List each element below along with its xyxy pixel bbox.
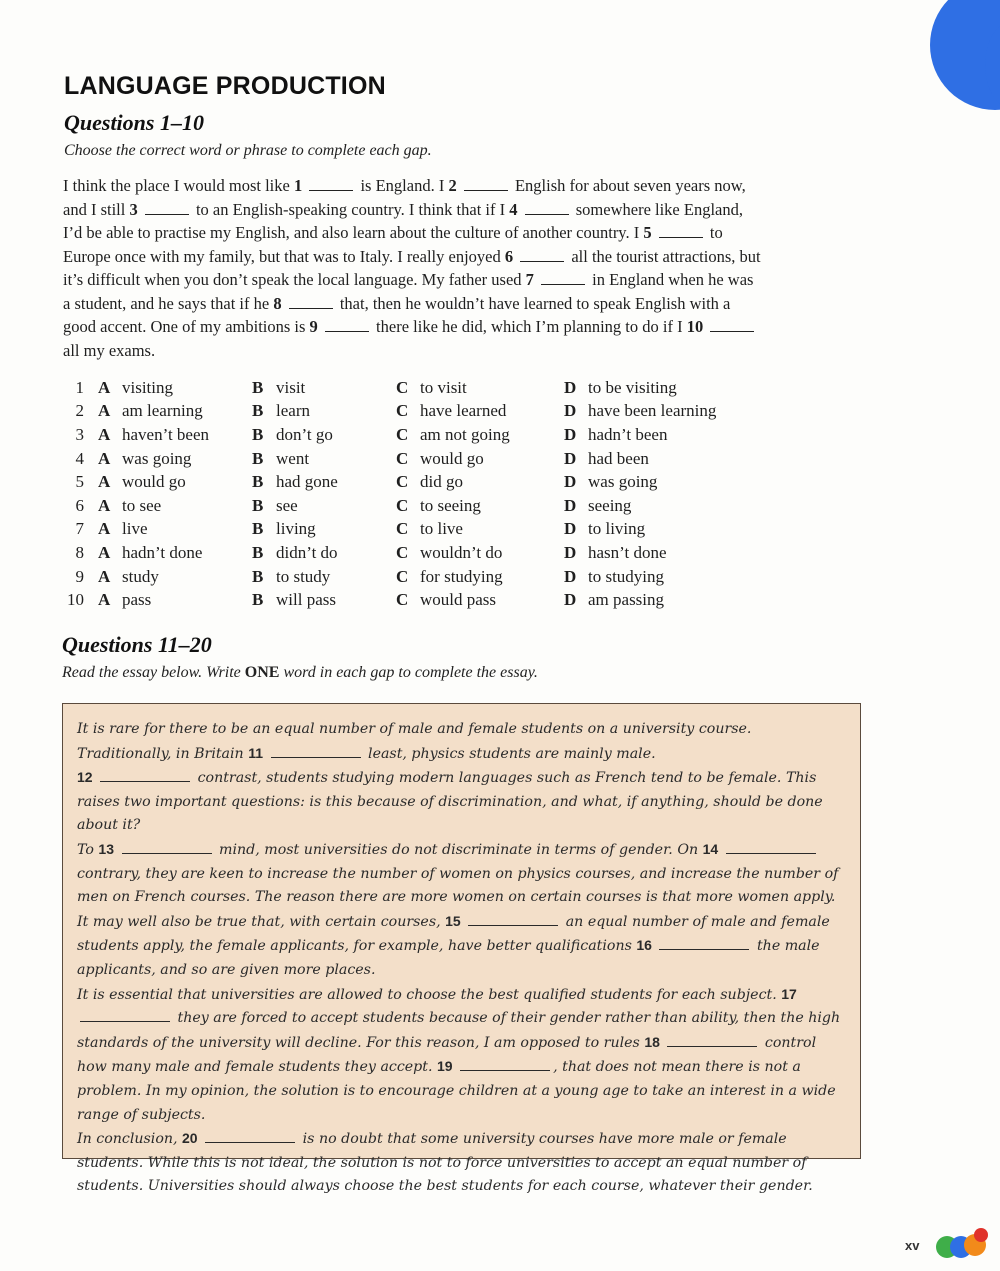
option-b[interactable]: learn bbox=[276, 401, 310, 421]
option-letter: B bbox=[252, 495, 264, 515]
answer-gap[interactable] bbox=[464, 178, 508, 191]
answer-gap[interactable] bbox=[710, 319, 754, 332]
option-letter: C bbox=[396, 566, 409, 586]
option-b[interactable]: don’t go bbox=[276, 424, 333, 444]
option-letter: C bbox=[396, 448, 409, 468]
option-letter: A bbox=[98, 377, 111, 397]
brand-dots-icon bbox=[936, 1232, 996, 1262]
option-letter: B bbox=[252, 472, 264, 492]
option-letter: B bbox=[252, 590, 264, 610]
option-b[interactable]: didn’t do bbox=[276, 542, 338, 562]
option-d[interactable]: was going bbox=[588, 472, 658, 492]
option-letter: B bbox=[252, 566, 264, 586]
option-a[interactable]: hadn’t done bbox=[122, 542, 203, 562]
option-d[interactable]: hadn’t been bbox=[588, 424, 668, 444]
answer-gap[interactable] bbox=[122, 841, 212, 854]
option-letter: A bbox=[98, 401, 111, 421]
option-letter: D bbox=[564, 542, 577, 562]
question-number: 9 bbox=[75, 566, 84, 586]
option-letter: C bbox=[396, 590, 409, 610]
essay-box bbox=[62, 703, 861, 1195]
option-letter: A bbox=[98, 424, 111, 444]
page-number: xv bbox=[905, 1238, 920, 1253]
option-row bbox=[60, 494, 748, 518]
gap-number: 2 bbox=[448, 176, 457, 195]
option-a[interactable]: haven’t been bbox=[122, 424, 210, 444]
answer-gap[interactable] bbox=[205, 1130, 295, 1143]
option-d[interactable]: to studying bbox=[588, 566, 665, 586]
option-letter: A bbox=[98, 448, 111, 468]
option-d[interactable]: seeing bbox=[588, 495, 632, 515]
gap-number: 7 bbox=[525, 270, 534, 289]
answer-gap[interactable] bbox=[289, 296, 333, 309]
option-row bbox=[60, 518, 748, 542]
option-b[interactable]: to study bbox=[276, 566, 331, 586]
gap-number: 17 bbox=[781, 985, 797, 1002]
gap-number: 8 bbox=[273, 293, 282, 313]
option-letter: D bbox=[564, 590, 577, 610]
option-b[interactable]: living bbox=[276, 519, 316, 539]
gap-number: 20 bbox=[182, 1130, 198, 1147]
answer-gap[interactable] bbox=[325, 319, 369, 332]
option-c[interactable]: am not going bbox=[420, 424, 510, 444]
option-d[interactable]: hasn’t done bbox=[588, 542, 667, 562]
question-number: 4 bbox=[75, 448, 84, 468]
gap-number: 10 bbox=[686, 317, 704, 336]
option-letter: D bbox=[564, 519, 577, 539]
option-row bbox=[60, 565, 748, 589]
answer-gap[interactable] bbox=[309, 178, 353, 191]
option-letter: C bbox=[396, 401, 409, 421]
option-c[interactable]: for studying bbox=[420, 566, 503, 586]
option-b[interactable]: will pass bbox=[276, 590, 336, 610]
option-a[interactable]: would go bbox=[122, 472, 186, 492]
option-c[interactable]: have learned bbox=[420, 401, 507, 421]
answer-gap[interactable] bbox=[100, 769, 190, 782]
questions-11-20-instruction: Read the essay below. Write ONE word in each gap to complete the essay. bbox=[62, 664, 538, 681]
option-letter: C bbox=[396, 495, 409, 515]
gap-number: 1 bbox=[293, 176, 303, 195]
gap-number: 3 bbox=[129, 199, 138, 219]
gap-number: 15 bbox=[445, 912, 461, 929]
option-row bbox=[60, 376, 748, 400]
question-number: 10 bbox=[67, 590, 84, 610]
option-c[interactable]: would pass bbox=[420, 590, 497, 610]
option-letter: B bbox=[252, 424, 264, 444]
gap-number: 12 bbox=[77, 769, 93, 786]
option-b[interactable]: see bbox=[276, 495, 298, 515]
option-b[interactable]: visit bbox=[276, 377, 306, 397]
option-d[interactable]: have been learning bbox=[588, 401, 717, 421]
answer-gap[interactable] bbox=[460, 1058, 550, 1071]
option-d[interactable]: had been bbox=[588, 448, 649, 468]
option-c[interactable]: did go bbox=[420, 472, 463, 492]
answer-gap[interactable] bbox=[520, 249, 564, 262]
answer-gap[interactable] bbox=[525, 202, 569, 215]
option-a[interactable]: pass bbox=[122, 590, 152, 610]
option-a[interactable]: visiting bbox=[122, 377, 174, 397]
option-letter: D bbox=[564, 448, 577, 468]
answer-gap[interactable] bbox=[726, 841, 816, 854]
option-letter: C bbox=[396, 472, 409, 492]
option-a[interactable]: to see bbox=[122, 495, 162, 515]
gap-number: 6 bbox=[504, 246, 514, 266]
option-letter: D bbox=[564, 472, 577, 492]
gap-number: 9 bbox=[309, 317, 318, 336]
option-letter: D bbox=[564, 377, 577, 397]
option-row bbox=[60, 588, 748, 612]
option-letter: D bbox=[564, 424, 577, 444]
question-number: 7 bbox=[75, 519, 84, 539]
dot-icon bbox=[974, 1228, 988, 1242]
answer-gap[interactable] bbox=[659, 937, 749, 950]
option-c[interactable]: wouldn’t do bbox=[420, 542, 503, 562]
option-letter: B bbox=[252, 401, 264, 421]
gap-number: 19 bbox=[437, 1058, 453, 1075]
option-letter: A bbox=[98, 566, 111, 586]
option-c[interactable]: would go bbox=[420, 448, 484, 468]
option-d[interactable]: to living bbox=[588, 519, 646, 539]
question-number: 1 bbox=[75, 377, 84, 397]
option-row bbox=[60, 470, 748, 494]
questions-1-10-instruction: Choose the correct word or phrase to complete each gap. bbox=[64, 142, 432, 159]
option-letter: B bbox=[252, 542, 264, 562]
option-row bbox=[60, 423, 748, 447]
option-letter: B bbox=[252, 377, 264, 397]
option-c[interactable]: to live bbox=[420, 519, 463, 539]
answer-gap[interactable] bbox=[468, 913, 558, 926]
option-d[interactable]: am passing bbox=[588, 590, 665, 610]
answer-gap[interactable] bbox=[541, 272, 585, 285]
questions-1-10-title: Questions 1–10 bbox=[64, 110, 204, 135]
gap-number: 14 bbox=[702, 840, 719, 857]
option-letter: A bbox=[98, 590, 111, 610]
questions-11-20-title: Questions 11–20 bbox=[62, 632, 212, 657]
option-letter: D bbox=[564, 566, 577, 586]
answer-gap[interactable] bbox=[145, 202, 189, 215]
option-b[interactable]: had gone bbox=[276, 472, 338, 492]
option-a[interactable]: was going bbox=[122, 448, 192, 468]
option-a[interactable]: live bbox=[122, 519, 148, 539]
answer-gap[interactable] bbox=[659, 225, 703, 238]
answer-gap[interactable] bbox=[667, 1034, 757, 1047]
option-a[interactable]: am learning bbox=[122, 401, 203, 421]
option-letter: C bbox=[396, 424, 409, 444]
option-row bbox=[60, 541, 748, 565]
gap-number: 16 bbox=[636, 937, 652, 954]
question-number: 8 bbox=[75, 542, 84, 562]
option-letter: C bbox=[396, 519, 409, 539]
option-letter: B bbox=[252, 448, 264, 468]
section-title: LANGUAGE PRODUCTION bbox=[64, 72, 386, 100]
question-number: 6 bbox=[75, 495, 84, 515]
option-row bbox=[60, 447, 748, 471]
gap-number: 5 bbox=[643, 223, 652, 242]
option-letter: C bbox=[396, 377, 409, 397]
option-d[interactable]: to be visiting bbox=[588, 377, 677, 397]
answer-options-table bbox=[60, 376, 748, 612]
option-a[interactable]: study bbox=[122, 566, 159, 586]
option-letter: D bbox=[564, 401, 577, 421]
option-letter: D bbox=[564, 495, 577, 515]
option-letter: C bbox=[396, 542, 409, 562]
option-letter: A bbox=[98, 542, 111, 562]
gap-number: 11 bbox=[248, 744, 264, 761]
question-number: 2 bbox=[75, 401, 84, 421]
option-row bbox=[60, 400, 748, 424]
gap-number: 4 bbox=[509, 199, 518, 219]
gap-number: 13 bbox=[98, 840, 114, 857]
option-letter: A bbox=[98, 472, 111, 492]
gap-fill-passage: I think the place I would most like 1 is England. I 2 English for about seven years now, and I still 3 to an English-speaking country. I think that if I 4 somewhere like England, I’d be able to practise my English, and also learn about the culture of another country. I 5 to Europe once with my family, but that was to Italy. I really enjoyed 6 all the tourist attractions, but it’s difficult when you don’t speak the local language. My father used 7 in England when he was a student, and he says that if he 8 that, then he wouldn’t have learned to speak English with a good accent. One of my ambitions is 9 there like he did, which I’m planning to do if I 10 all my exams. bbox=[63, 176, 761, 360]
option-letter: B bbox=[252, 519, 264, 539]
gap-number: 18 bbox=[644, 1033, 660, 1050]
option-c[interactable]: to seeing bbox=[420, 495, 481, 515]
option-c[interactable]: to visit bbox=[420, 377, 467, 397]
answer-gap[interactable] bbox=[80, 1009, 170, 1022]
essay-text: It is rare for there to be an equal number of male and female students on a university course. Traditionally, in Britain 11 least, physics students are mainly male. 12 contrast, students studying modern languages such as French tend to be female. This raises two important questions: is this because of discrimination, and what, if anything, should be done about it? To 13 mind, most universities do not discriminate in terms of gender. On 14 contrary, they are keen to increase the number of women on physics courses, and increase the number of men on French courses. The reason there are more women on certain courses is that more women apply. It may well also be true that, with certain courses, 15 an equal number of male and female students apply, the female applicants, for example, have better qualifications 16 the male applicants, and so are given more places. It is essential that universities are allowed to choose the best qualified students for each subject. 17 they are forced to accept students because of their gender rather than ability, then the high standards of the university will decline. For this reason, I am opposed to rules 18 control how many male and female students they accept. 19 , that does not mean there is not a problem. In my opinion, the solution is to encourage children at a young age to take an interest in a wide range of subjects. In conclusion, 20 is no doubt that some university courses have more male or female students. While this is not ideal, the solution is not to force universities to accept an equal number of students. Universities should always choose the best students for each course, whatever their gender. bbox=[77, 721, 841, 1195]
answer-gap[interactable] bbox=[271, 745, 361, 758]
option-b[interactable]: went bbox=[276, 448, 310, 468]
option-letter: A bbox=[98, 519, 111, 539]
question-number: 3 bbox=[75, 424, 84, 444]
question-number: 5 bbox=[75, 472, 84, 492]
option-letter: A bbox=[98, 495, 111, 515]
